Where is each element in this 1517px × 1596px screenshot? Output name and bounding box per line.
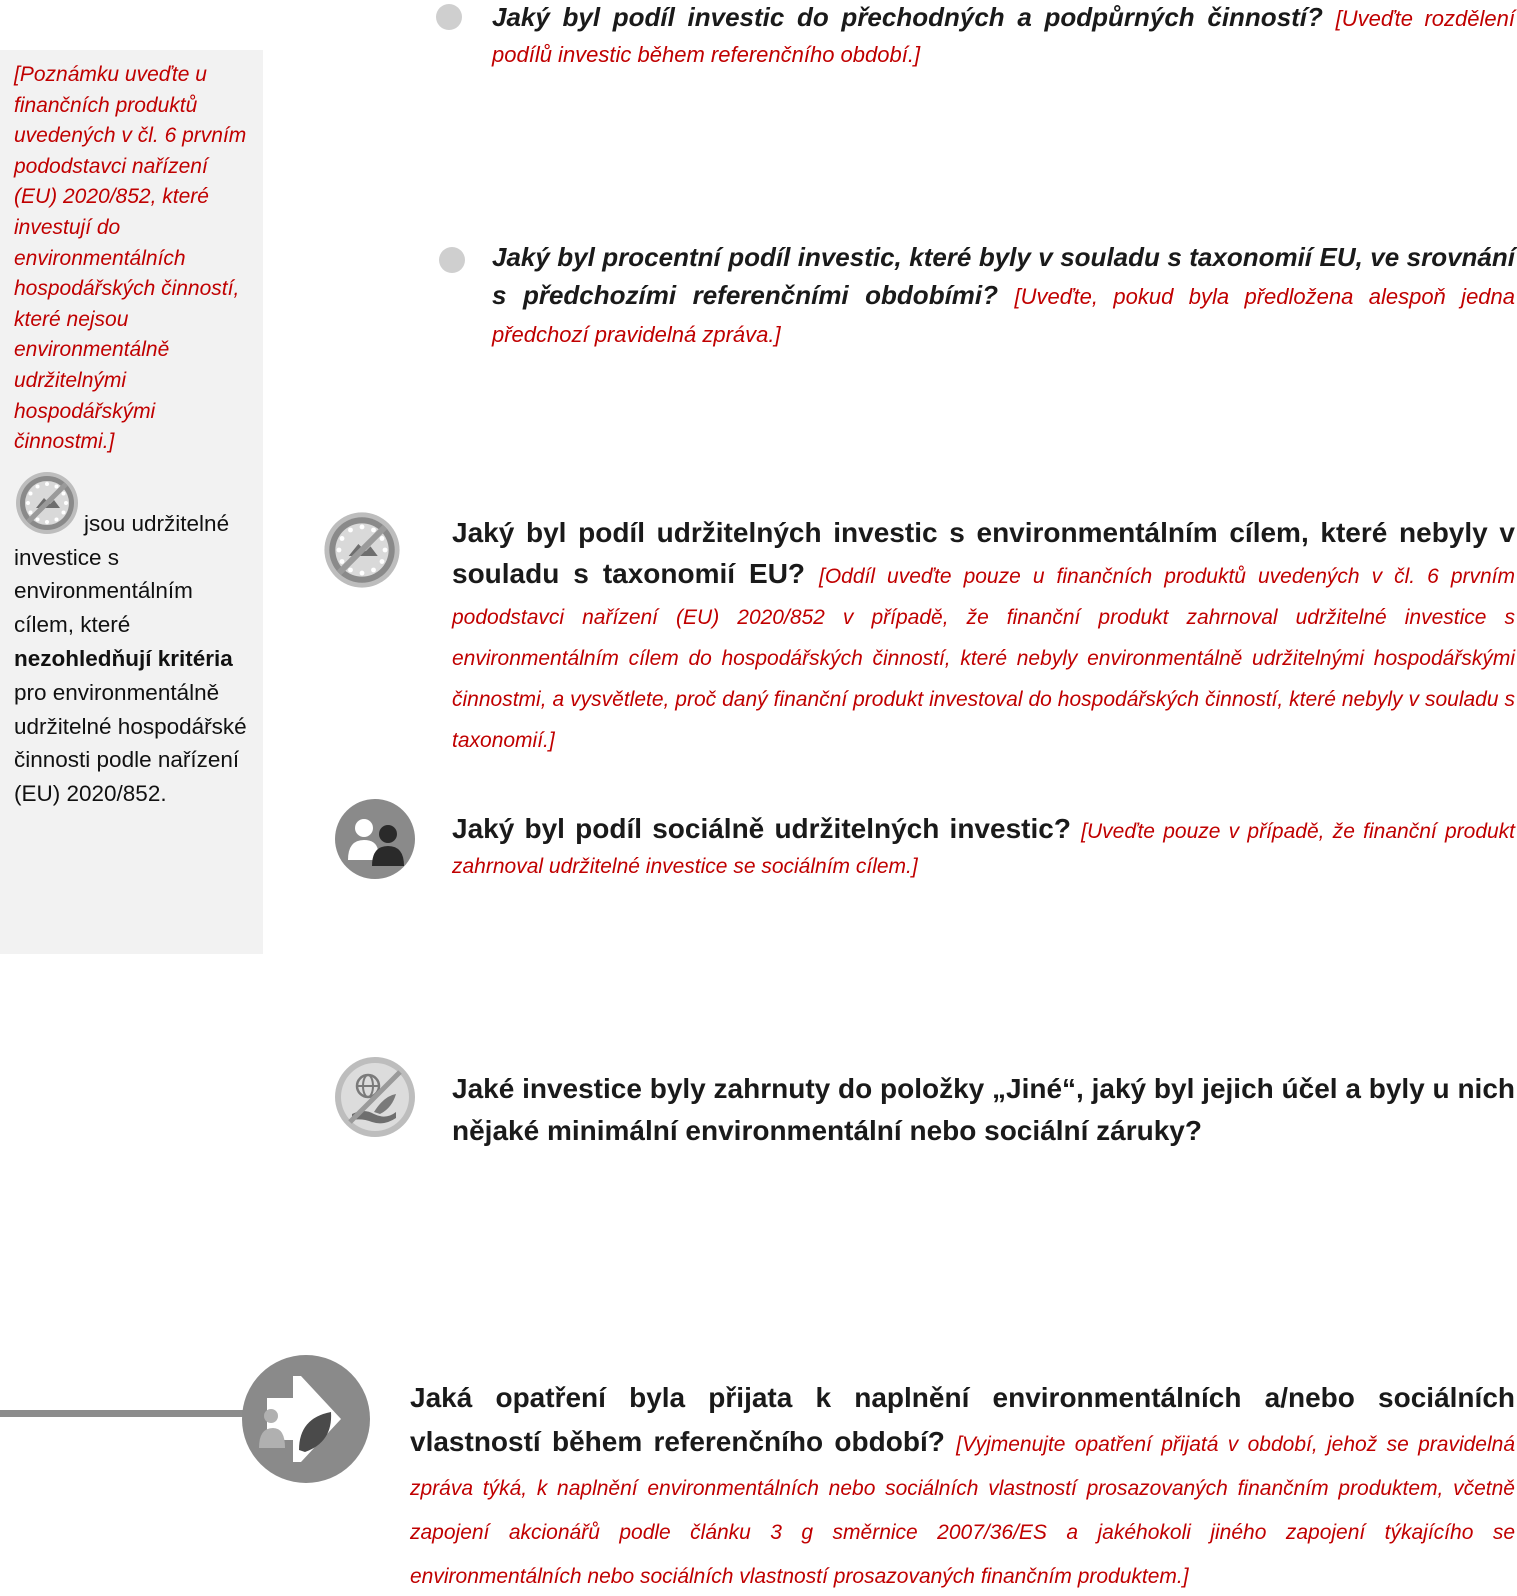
question-note: [Uveďte, pokud byla předložena alespoň jedna předchozí pravidelná zpráva.]	[492, 284, 1516, 347]
sidebar-definition-bold: nezohledňují kritéria	[14, 645, 233, 671]
question-heading: Jaký byl podíl udržitelných investic s environmentálním cílem, které nebyly v souladu s taxonomií EU?	[452, 517, 1515, 589]
question-heading: Jaké investice byly zahrnuty do položky „Jiné“, jaký byl jejich účel a byly u nich nějaké minimální environmentální nebo sociální záruky?	[452, 1073, 1515, 1146]
bullet-dot	[436, 4, 462, 30]
question-heading: Jaký byl procentní podíl investic, které byly v souladu s taxonomií EU, ve srovnání s předchozími referenčními obdobími?	[492, 242, 1515, 310]
people-icon	[334, 798, 416, 880]
sidebar-definition-text-2: pro environmentálně udržitelné hospodářské činnosti podle nařízení (EU) 2020/852.	[14, 679, 247, 807]
question-other	[452, 1068, 1515, 1152]
sidebar-panel	[0, 50, 263, 954]
sidebar-definition	[14, 470, 249, 811]
eu-taxonomy-crossed-icon	[322, 510, 402, 590]
eu-taxonomy-crossed-icon	[14, 470, 80, 536]
question-social	[452, 812, 1515, 882]
question-actions	[410, 1376, 1515, 1596]
globe-hand-crossed-icon	[334, 1056, 416, 1138]
bullet-dot	[439, 247, 465, 273]
arrow-leaf-icon	[241, 1354, 371, 1484]
question-note: [Uveďte rozdělení podílů investic během referenčního období.]	[492, 6, 1515, 67]
sidebar-definition-text-1: jsou udržitelné investice s environmentálním cílem, které	[14, 510, 230, 638]
question-note: [Oddíl uveďte pouze u finančních produktů uvedených v čl. 6 prvním pododstavci nařízení (EU) 2020/852 v případě, že finanční produkt zahrnoval udržitelné investice s environmentálním cílem do hospodářských činností, které nebyly environmentálně udržitelnými hospodářskými činnostmi, a vysvětlete, proč daný finanční produkt investoval do hospodářských činností, které nebyly v souladu s taxonomií.]	[452, 565, 1516, 752]
question-taxonomy-compare	[492, 238, 1515, 352]
sidebar-note: [Poznámku uveďte u finančních produktů uvedených v čl. 6 prvním pododstavci nařízení (EU) 2020/852, které investují do environmentálních hospodářských činností, které nejsou environmentálně udržitelnými hospodářskými činnostmi.]	[14, 63, 247, 454]
question-heading: Jaký byl podíl sociálně udržitelných investic?	[452, 813, 1071, 844]
question-heading: Jaká opatření byla přijata k naplnění environmentálních a/nebo sociálních vlastností během referenčního období?	[410, 1382, 1515, 1457]
question-heading: Jaký byl podíl investic do přechodných a podpůrných činností?	[492, 2, 1323, 32]
question-note: [Vyjmenujte opatření přijatá v období, jehož se pravidelná zpráva týká, k naplnění environmentálních nebo sociálních vlastností prosazovaných finančním produktem, včetně zapojení akcionářů podle článku 3 g směrnice 2007/36/ES a jakéhokoli jiného zapojení týkajícího se environmentálních nebo sociálních vlastností prosazovaných finančním produktem.]	[410, 1433, 1515, 1588]
section-divider-line	[0, 1410, 250, 1417]
question-transitional	[492, 0, 1515, 72]
question-note: [Uveďte pouze v případě, že finanční produkt zahrnoval udržitelné investice se sociálním cílem.]	[452, 820, 1516, 878]
question-env-not-aligned	[452, 512, 1515, 758]
